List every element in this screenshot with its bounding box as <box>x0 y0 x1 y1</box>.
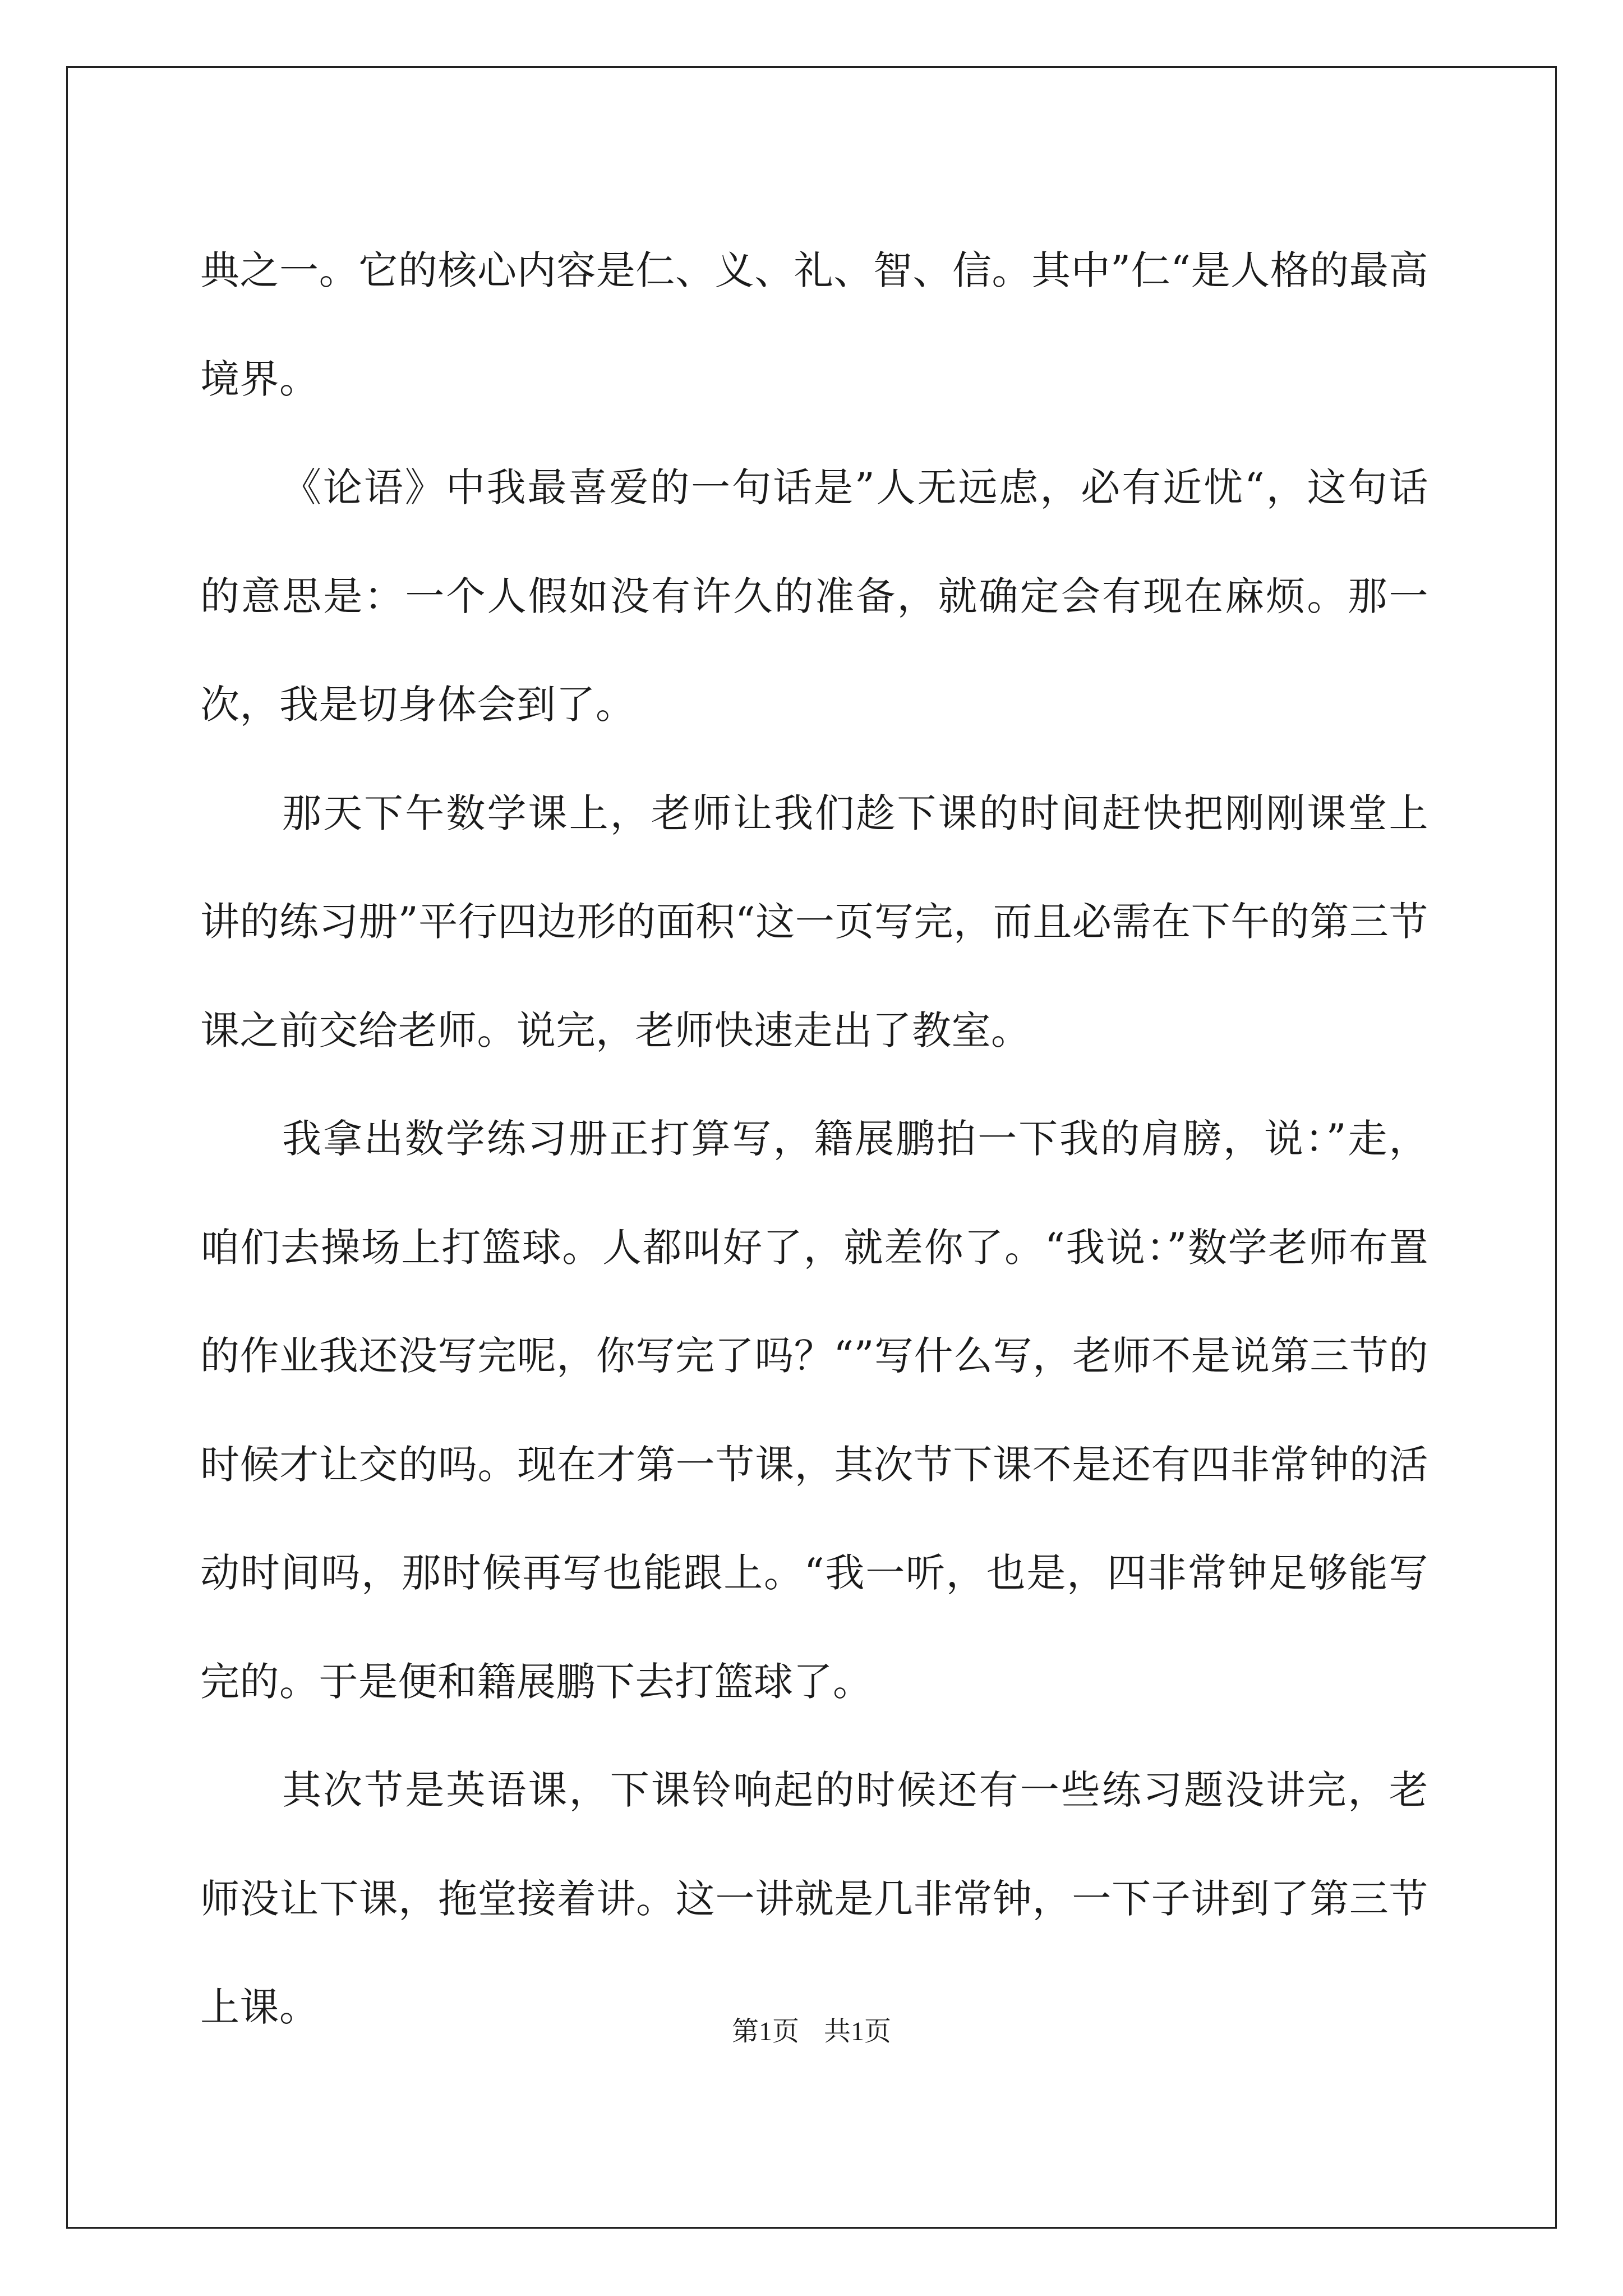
document-body <box>200 217 1428 2062</box>
paragraph-5: 其次节是英语课，下课铃响起的时候还有一些练习题没讲完，老师没让下课，拖堂接着讲。这一讲就是几非常钟，一下子讲到了第三节上课。 <box>200 1767 1428 2030</box>
paragraph-2: 《论语》中我最喜爱的一句话是”人无远虑，必有近忧“，这句话的意思是：一个人假如没有许久的准备，就确定会有现在麻烦。那一次，我是切身体会到了。 <box>200 464 1428 728</box>
paragraph-4: 我拿出数学练习册正打算写，籍展鹏拍一下我的肩膀，说：”走，咱们去操场上打篮球。人都叫好了，就差你了。“我说：”数学老师布置的作业我还没写完呢，你写完了吗？“”写什么写，老师不是说第三节的时候才让交的吗。现在才第一节课，其次节下课不是还有四非常钟的活动时间吗，那时候再写也能跟上。“我一听，也是，四非常钟足够能写完的。于是便和籍展鹏下去打篮球了。 <box>200 1116 1428 1705</box>
paragraph-3: 那天下午数学课上，老师让我们趁下课的时间赶快把刚刚课堂上讲的练习册”平行四边形的面积“这一页写完，而且必需在下午的第三节课之前交给老师。说完，老师快速走出了教室。 <box>200 790 1428 1053</box>
page-footer <box>0 2009 1623 2048</box>
paragraph-1: 典之一。它的核心内容是仁、义、礼、智、信。其中”仁“是人格的最高境界。 <box>200 247 1428 402</box>
page-total: 共1页 <box>824 2017 892 2046</box>
page-number: 第1页 <box>731 2017 799 2046</box>
